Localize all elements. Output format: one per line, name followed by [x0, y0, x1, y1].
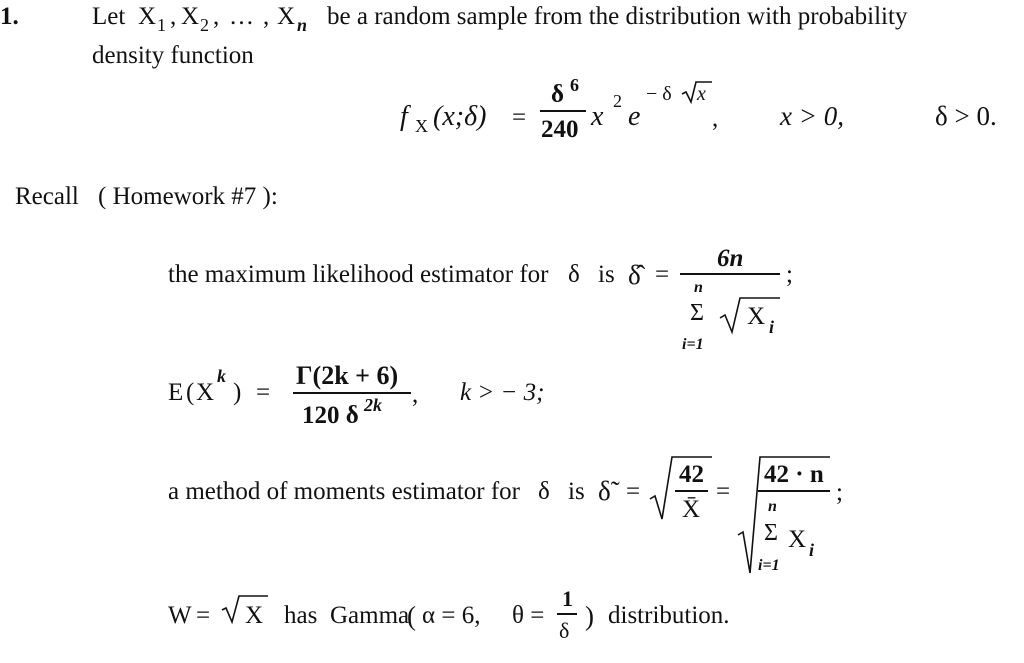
recall-label: Recall: [15, 183, 79, 210]
problem-number: 1.: [0, 3, 19, 30]
mle-num: 6n: [717, 245, 744, 272]
mle-is: is: [598, 261, 615, 288]
moment-e: E: [168, 379, 184, 406]
mle-sum-top: n: [694, 279, 703, 296]
intro-comma1: ,: [170, 3, 177, 30]
mle-delta: δ: [568, 261, 580, 288]
pdf-x-sup: 2: [613, 91, 622, 111]
mle-hat: δ̂: [628, 260, 641, 290]
intro-subn: n: [297, 15, 308, 35]
gamma-radicand: X: [245, 602, 264, 629]
pdf-f: f: [400, 101, 408, 132]
mle-sum: Σ: [690, 300, 704, 326]
pdf-cond-delta: δ > 0.: [935, 101, 997, 131]
mom-sum: Σ: [764, 520, 778, 546]
pdf-exp-prefix: − δ: [646, 83, 672, 105]
moment-fraction-bar: [293, 392, 411, 394]
mle-fraction-bar: [680, 273, 780, 275]
mle-radicand: X: [747, 303, 766, 330]
gamma-frac-bar: [557, 613, 577, 615]
mom-eq1: =: [626, 478, 641, 505]
mom-delta: δ: [538, 478, 550, 505]
intro-xn: X: [277, 3, 296, 30]
gamma-alpha: α = 6,: [422, 602, 481, 629]
mom-frac1-bar: [675, 490, 708, 492]
gamma-frac-num: 1: [562, 586, 573, 611]
mom-sum-top: n: [768, 498, 777, 515]
mom-frac2-num: 42 · n: [764, 461, 824, 488]
moment-close: ): [233, 379, 242, 406]
moment-open: (: [186, 379, 195, 406]
pdf-den: 240: [541, 116, 579, 143]
intro-comma3: ,: [263, 3, 270, 30]
pdf-trail-comma: ,: [712, 105, 719, 132]
moment-den: 120 δ: [302, 402, 359, 429]
mom-sum-bot: i=1: [758, 557, 780, 574]
intro-rest: be a random sample from the distribution with probability: [327, 3, 908, 30]
mle-eq: =: [655, 261, 670, 288]
pdf-e: e: [628, 101, 641, 132]
pdf-fraction-bar: [540, 110, 586, 112]
mom-trail: ;: [836, 479, 843, 506]
mom-text: a method of moments estimator for: [168, 478, 521, 505]
gamma-dist: distribution.: [608, 602, 730, 629]
intro-x1: X: [138, 3, 157, 30]
intro-dots: …: [229, 3, 254, 30]
gamma-w: W: [168, 602, 192, 629]
problem-intro-line2: density function: [92, 42, 254, 69]
moment-comma: ,: [412, 381, 419, 408]
mle-radicand-sub: i: [769, 317, 775, 337]
pdf-exp-radicand: x: [697, 83, 706, 105]
mom-sum-x-sub: i: [809, 540, 815, 560]
pdf-f-sub: X: [415, 116, 428, 136]
intro-sub2: 2: [200, 15, 209, 35]
mom-eq2: =: [716, 478, 731, 505]
moment-den-sup: 2k: [364, 395, 382, 415]
mle-sum-bot: i=1: [682, 336, 704, 353]
mom-frac1-num: 42: [679, 461, 704, 488]
gamma-has: has: [284, 602, 318, 629]
pdf-num: δ: [551, 81, 564, 108]
gamma-name: Gamma: [330, 602, 410, 629]
gamma-frac-den: δ: [559, 618, 570, 643]
pdf-args: (x;δ): [433, 101, 487, 132]
mom-tilde: δ̃: [598, 476, 611, 506]
pdf-cond-x: x > 0,: [780, 101, 844, 131]
intro-x2: X: [181, 3, 200, 30]
mom-frac1-den: X̄: [682, 496, 701, 523]
gamma-open: (: [407, 601, 416, 631]
recall-ref: ( Homework #7 ):: [98, 183, 278, 210]
moment-num: Γ(2k + 6): [296, 361, 399, 390]
pdf-eq: =: [512, 104, 527, 131]
mom-is: is: [568, 478, 585, 505]
intro-sub1: 1: [157, 15, 166, 35]
pdf-x: x: [591, 101, 604, 132]
pdf-num-sup: 6: [570, 75, 579, 95]
moment-sup: k: [217, 366, 226, 386]
intro-let: Let: [92, 3, 126, 30]
moment-x: X: [196, 379, 215, 406]
gamma-eq: =: [196, 602, 211, 629]
gamma-theta: θ =: [512, 602, 545, 629]
mom-frac2-bar: [758, 490, 830, 492]
moment-cond: k > − 3;: [460, 379, 545, 406]
mle-text: the maximum likelihood estimator for: [168, 261, 549, 288]
intro-comma2: ,: [213, 3, 220, 30]
gamma-close: ): [585, 601, 594, 631]
mom-sum-x: X: [788, 526, 807, 553]
mle-trail: ;: [786, 261, 793, 288]
moment-eq: =: [256, 379, 271, 406]
